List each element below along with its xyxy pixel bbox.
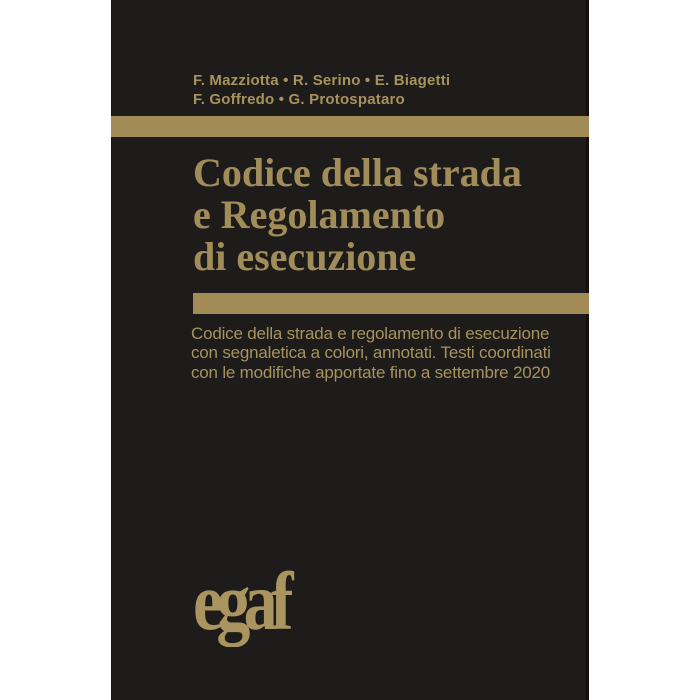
title-line-2: e Regolamento: [193, 192, 446, 237]
title-line-1: Codice della strada: [193, 150, 522, 195]
authors-line-2: F. Goffredo • G. Protospataro: [193, 91, 405, 108]
book-title: [193, 152, 522, 278]
subtitle-line-1: Codice della strada e regolamento di esecuzione: [191, 324, 550, 343]
title-line-3: di esecuzione: [193, 234, 417, 279]
authors-block: [193, 71, 450, 109]
gold-bar-middle: [193, 293, 589, 314]
authors-line-1: F. Mazziotta • R. Serino • E. Biagetti: [193, 72, 451, 89]
gold-bar-top: [111, 116, 589, 137]
book-cover: [111, 0, 589, 700]
publisher-logo-egaf: egaf: [193, 555, 287, 647]
subtitle-line-2: con segnaletica a colori, annotati. Testi coordinati: [191, 343, 551, 363]
book-subtitle: [191, 324, 551, 382]
subtitle-line-3: con le modifiche apportate fino a settembre 2020: [191, 362, 550, 382]
